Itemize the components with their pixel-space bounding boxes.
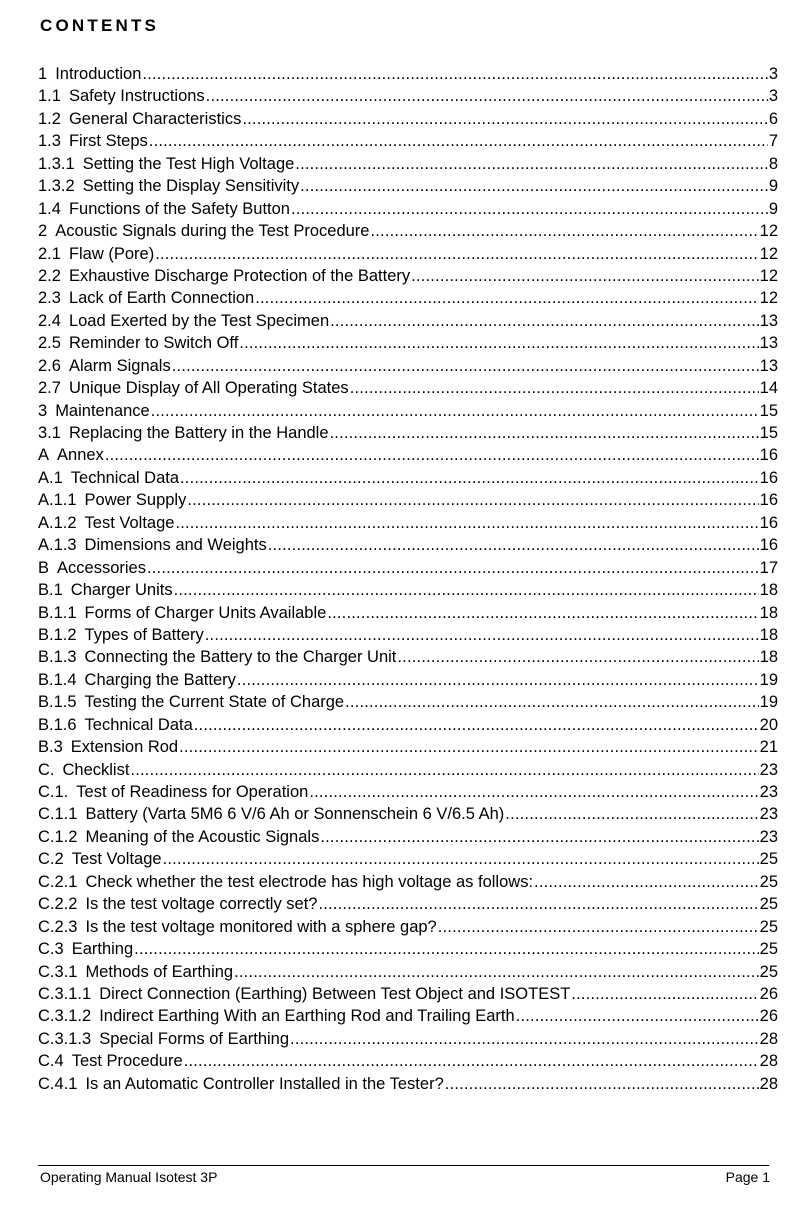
toc-entry[interactable] xyxy=(38,938,778,960)
toc-entry-title: Battery (Varta 5M6 6 V/6 Ah or Sonnenschein 6 V/6.5 Ah) xyxy=(85,805,505,824)
toc-entry[interactable] xyxy=(38,198,778,220)
toc-dot-leader xyxy=(179,736,759,758)
toc-entry-title: Dimensions and Weights xyxy=(84,536,267,555)
toc-dot-leader xyxy=(234,961,759,983)
toc-entry-page: 25 xyxy=(759,962,778,981)
toc-entry-page: 12 xyxy=(759,266,778,285)
toc-entry[interactable] xyxy=(38,265,778,287)
toc-entry-title: Is the test voltage monitored with a sphere gap? xyxy=(85,917,437,936)
toc-entry-title: Checklist xyxy=(62,760,130,779)
toc-entry-page: 23 xyxy=(759,760,778,779)
toc-entry-title: Functions of the Safety Button xyxy=(68,199,290,218)
toc-dot-leader xyxy=(187,489,758,511)
toc-entry-number: B.1 xyxy=(38,581,63,600)
toc-dot-leader xyxy=(330,310,759,332)
toc-entry-title: Exhaustive Discharge Protection of the Battery xyxy=(68,266,411,285)
toc-entry-title: Unique Display of All Operating States xyxy=(68,379,349,398)
toc-entry[interactable] xyxy=(38,691,778,713)
toc-dot-leader xyxy=(255,287,758,309)
toc-entry-number: 2.7 xyxy=(38,379,61,398)
toc-entry[interactable] xyxy=(38,108,778,130)
toc-dot-leader xyxy=(206,85,768,107)
toc-dot-leader xyxy=(151,400,759,422)
toc-entry-page: 16 xyxy=(759,491,778,510)
toc-dot-leader xyxy=(268,534,759,556)
toc-entry[interactable] xyxy=(38,1005,778,1027)
toc-entry[interactable] xyxy=(38,893,778,915)
toc-entry-number: 1.3 xyxy=(38,132,61,151)
toc-entry-number: B xyxy=(38,558,50,577)
toc-entry[interactable] xyxy=(38,714,778,736)
toc-entry[interactable] xyxy=(38,1028,778,1050)
toc-entry[interactable] xyxy=(38,646,778,668)
toc-entry-number: 3.1 xyxy=(38,424,61,442)
toc-entry-page: 13 xyxy=(759,356,778,375)
toc-entry-page: 3 xyxy=(768,87,778,106)
toc-entry-title: Technical Data xyxy=(84,715,193,734)
toc-entry-title: Connecting the Battery to the Charger Unit xyxy=(84,648,397,667)
toc-entry[interactable] xyxy=(38,512,778,534)
toc-entry-title: Test Voltage xyxy=(84,513,175,532)
toc-entry-title: Setting the Display Sensitivity xyxy=(82,177,300,196)
toc-dot-leader xyxy=(516,1005,759,1027)
toc-entry-title: Forms of Charger Units Available xyxy=(84,603,327,622)
toc-entry-title: Types of Battery xyxy=(84,625,204,644)
toc-entry-number: C.2.3 xyxy=(38,917,78,936)
toc-entry[interactable] xyxy=(38,489,778,511)
toc-entry-number: C.1.1 xyxy=(38,805,78,824)
toc-entry-number: C.4.1 xyxy=(38,1074,78,1093)
toc-entry-number: B.3 xyxy=(38,738,63,757)
toc-entry-page: 12 xyxy=(759,289,778,308)
toc-entry-page: 25 xyxy=(759,940,778,959)
toc-entry-page: 8 xyxy=(768,154,778,173)
toc-entry-number: C.3.1.3 xyxy=(38,1029,92,1048)
toc-entry[interactable] xyxy=(38,130,778,152)
toc-entry-page: 16 xyxy=(759,536,778,555)
toc-entry-number: 1 xyxy=(38,65,48,83)
toc-dot-leader xyxy=(445,1073,759,1095)
footer-divider xyxy=(38,1165,769,1166)
toc-entry-page: 17 xyxy=(759,558,778,577)
toc-entry-title: Flaw (Pore) xyxy=(68,244,155,263)
toc-entry-page: 20 xyxy=(759,715,778,734)
toc-entry[interactable] xyxy=(38,444,778,466)
toc-dot-leader xyxy=(438,916,759,938)
toc-entry-number: C.2 xyxy=(38,850,64,869)
toc-dot-leader xyxy=(172,355,759,377)
toc-entry-page: 13 xyxy=(759,311,778,330)
toc-entry-number: 1.2 xyxy=(38,109,61,128)
toc-entry[interactable] xyxy=(38,983,778,1005)
toc-entry-title: Reminder to Switch Off xyxy=(68,334,239,353)
toc-entry-number: A.1.3 xyxy=(38,536,77,555)
toc-entry[interactable] xyxy=(38,781,778,803)
toc-dot-leader xyxy=(184,1050,759,1072)
toc-dot-leader xyxy=(411,265,759,287)
toc-dot-leader xyxy=(571,983,758,1005)
toc-entry-number: A xyxy=(38,446,50,465)
toc-entry-page: 9 xyxy=(768,177,778,196)
toc-entry-page: 26 xyxy=(759,984,778,1003)
toc-entry-title: Extension Rod xyxy=(70,738,179,757)
toc-entry-title: Load Exerted by the Test Specimen xyxy=(68,311,330,330)
toc-entry-title: Test Procedure xyxy=(71,1052,183,1071)
toc-entry-title: Safety Instructions xyxy=(68,87,205,106)
toc-entry-title: Is the test voltage correctly set? xyxy=(85,895,318,914)
toc-entry[interactable] xyxy=(38,579,778,601)
toc-entry-number: B.1.5 xyxy=(38,693,77,712)
toc-entry-title: First Steps xyxy=(68,132,148,151)
toc-entry-number: B.1.2 xyxy=(38,625,77,644)
toc-entry-title: Replacing the Battery in the Handle xyxy=(68,424,329,442)
toc-entry-page: 18 xyxy=(759,581,778,600)
toc-dot-leader xyxy=(327,602,758,624)
toc-entry[interactable] xyxy=(38,557,778,579)
toc-entry[interactable] xyxy=(38,63,778,85)
toc-entry-title: Setting the Test High Voltage xyxy=(82,154,295,173)
toc-entry-number: C.2.1 xyxy=(38,872,78,891)
toc-entry-page: 25 xyxy=(759,872,778,891)
toc-entry-page: 19 xyxy=(759,693,778,712)
toc-entry[interactable] xyxy=(38,85,778,107)
toc-entry-number: C.1.2 xyxy=(38,827,78,846)
toc-dot-leader xyxy=(134,938,758,960)
toc-entry-number: B.1.6 xyxy=(38,715,77,734)
toc-entry[interactable] xyxy=(38,916,778,938)
toc-entry-title: Test of Readiness for Operation xyxy=(76,783,309,801)
toc-dot-leader xyxy=(345,691,759,713)
toc-entry-title: Earthing xyxy=(71,940,134,959)
toc-entry-number: 2.6 xyxy=(38,356,61,375)
toc-dot-leader xyxy=(155,243,758,265)
toc-entry[interactable] xyxy=(38,220,778,242)
toc-entry-title: Accessories xyxy=(57,558,146,577)
toc-entry[interactable] xyxy=(38,400,778,422)
toc-entry-title: Lack of Earth Connection xyxy=(68,289,255,308)
toc-entry-page: 26 xyxy=(759,1007,778,1026)
toc-entry-number: C.3.1.2 xyxy=(38,1007,92,1026)
toc-entry-number: 2.4 xyxy=(38,311,61,330)
toc-entry-number: 2.2 xyxy=(38,266,61,285)
toc-entry-page: 21 xyxy=(759,738,778,757)
toc-dot-leader xyxy=(505,803,758,825)
toc-dot-leader xyxy=(290,1028,759,1050)
toc-dot-leader xyxy=(397,646,758,668)
toc-entry[interactable] xyxy=(38,669,778,691)
toc-entry[interactable] xyxy=(38,961,778,983)
toc-dot-leader xyxy=(175,512,758,534)
toc-dot-leader xyxy=(239,332,758,354)
toc-entry-title: Annex xyxy=(57,446,104,465)
toc-entry-title: Power Supply xyxy=(84,491,187,510)
toc-entry-number: A.1.2 xyxy=(38,513,77,532)
toc-dot-leader xyxy=(180,467,759,489)
toc-entry[interactable] xyxy=(38,467,778,489)
page-title: CONTENTS xyxy=(40,16,160,35)
toc-entry[interactable] xyxy=(38,332,778,354)
footer-page-number: Page 1 xyxy=(725,1169,770,1185)
toc-dot-leader xyxy=(300,175,768,197)
table-of-contents xyxy=(38,63,778,1095)
toc-entry-number: 1.1 xyxy=(38,87,61,106)
toc-entry-title: Is an Automatic Controller Installed in the Tester? xyxy=(85,1074,444,1093)
toc-entry-page: 16 xyxy=(759,468,778,487)
toc-entry-page: 6 xyxy=(768,109,778,128)
toc-dot-leader xyxy=(350,377,759,399)
toc-entry[interactable] xyxy=(38,422,778,444)
toc-entry-title: Check whether the test electrode has high voltage as follows: xyxy=(85,872,534,891)
toc-entry[interactable] xyxy=(38,736,778,758)
toc-entry-number: A.1.1 xyxy=(38,491,77,510)
toc-entry-page: 18 xyxy=(759,603,778,622)
toc-entry-number: A.1 xyxy=(38,468,63,487)
toc-entry-title: Alarm Signals xyxy=(68,356,171,375)
toc-entry-title: Indirect Earthing With an Earthing Rod and Trailing Earth xyxy=(99,1007,515,1026)
toc-entry-title: Meaning of the Acoustic Signals xyxy=(85,827,320,846)
toc-entry[interactable] xyxy=(38,534,778,556)
toc-entry-title: Technical Data xyxy=(70,468,180,487)
toc-entry-page: 18 xyxy=(759,648,778,667)
toc-entry-title: Introduction xyxy=(55,65,142,83)
toc-dot-leader xyxy=(534,871,759,893)
toc-entry-title: Special Forms of Earthing xyxy=(99,1029,290,1048)
toc-entry[interactable] xyxy=(38,355,778,377)
toc-entry[interactable] xyxy=(38,602,778,624)
toc-entry-page: 14 xyxy=(759,379,778,398)
toc-entry[interactable] xyxy=(38,803,778,825)
toc-entry-number: B.1.3 xyxy=(38,648,77,667)
toc-dot-leader xyxy=(370,220,758,242)
toc-entry[interactable] xyxy=(38,1073,778,1095)
toc-entry[interactable] xyxy=(38,759,778,781)
toc-dot-leader xyxy=(320,826,758,848)
toc-dot-leader xyxy=(130,759,758,781)
toc-dot-leader xyxy=(205,624,759,646)
toc-entry-title: Charger Units xyxy=(70,581,173,600)
toc-entry-number: C.2.2 xyxy=(38,895,78,914)
toc-entry-page: 23 xyxy=(759,805,778,824)
toc-entry[interactable] xyxy=(38,848,778,870)
toc-entry[interactable] xyxy=(38,826,778,848)
toc-entry-page: 3 xyxy=(768,65,778,83)
toc-entry-page: 23 xyxy=(759,827,778,846)
toc-dot-leader xyxy=(291,198,768,220)
toc-dot-leader xyxy=(309,781,758,803)
toc-entry-number: 3 xyxy=(38,401,48,420)
footer-document-title: Operating Manual Isotest 3P xyxy=(40,1169,218,1185)
toc-entry[interactable] xyxy=(38,377,778,399)
toc-entry-number: 1.4 xyxy=(38,199,61,218)
toc-entry-page: 28 xyxy=(759,1052,778,1071)
toc-entry-title: Direct Connection (Earthing) Between Test Object and ISOTEST xyxy=(99,984,571,1003)
toc-entry-number: 2.3 xyxy=(38,289,61,308)
toc-dot-leader xyxy=(242,108,767,130)
toc-entry-page: 25 xyxy=(759,850,778,869)
toc-entry[interactable] xyxy=(38,310,778,332)
toc-entry-title: Test Voltage xyxy=(71,850,162,869)
toc-entry-page: 12 xyxy=(759,222,778,241)
toc-entry-number: C.4 xyxy=(38,1052,64,1071)
toc-dot-leader xyxy=(149,130,768,152)
toc-entry[interactable] xyxy=(38,624,778,646)
toc-dot-leader xyxy=(330,422,759,444)
toc-dot-leader xyxy=(105,444,759,466)
toc-dot-leader xyxy=(194,714,759,736)
toc-entry-number: B.1.1 xyxy=(38,603,77,622)
toc-entry-title: Testing the Current State of Charge xyxy=(84,693,345,712)
toc-entry-page: 19 xyxy=(759,670,778,689)
toc-dot-leader xyxy=(318,893,758,915)
toc-entry-page: 7 xyxy=(768,132,778,151)
toc-entry-number: 2 xyxy=(38,222,48,241)
toc-entry-page: 16 xyxy=(759,446,778,465)
toc-entry-title: Methods of Earthing xyxy=(85,962,234,981)
toc-entry-title: General Characteristics xyxy=(68,109,242,128)
toc-entry-number: 2.5 xyxy=(38,334,61,353)
toc-dot-leader xyxy=(174,579,759,601)
toc-entry-number: C.1. xyxy=(38,783,69,801)
toc-dot-leader xyxy=(142,63,767,85)
toc-entry[interactable] xyxy=(38,243,778,265)
toc-dot-leader xyxy=(163,848,759,870)
toc-entry-number: 1.3.2 xyxy=(38,177,75,196)
toc-entry-page: 9 xyxy=(768,199,778,218)
toc-entry-page: 28 xyxy=(759,1074,778,1093)
toc-entry[interactable] xyxy=(38,287,778,309)
toc-entry-page: 13 xyxy=(759,334,778,353)
toc-entry-page: 12 xyxy=(759,244,778,263)
toc-entry-page: 23 xyxy=(759,783,778,801)
toc-entry-number: C.3.1.1 xyxy=(38,984,92,1003)
toc-entry-page: 15 xyxy=(759,401,778,420)
toc-entry-number: C. xyxy=(38,760,55,779)
toc-entry-page: 16 xyxy=(759,513,778,532)
toc-entry-number: B.1.4 xyxy=(38,670,77,689)
toc-entry-number: 2.1 xyxy=(38,244,61,263)
toc-entry-page: 15 xyxy=(759,424,778,442)
toc-entry-number: C.3 xyxy=(38,940,64,959)
toc-entry-title: Acoustic Signals during the Test Procedure xyxy=(55,222,370,241)
toc-entry-page: 18 xyxy=(759,625,778,644)
toc-entry-page: 28 xyxy=(759,1029,778,1048)
toc-entry-page: 25 xyxy=(759,895,778,914)
toc-entry[interactable] xyxy=(38,153,778,175)
toc-entry[interactable] xyxy=(38,871,778,893)
toc-dot-leader xyxy=(295,153,768,175)
toc-entry-page: 25 xyxy=(759,917,778,936)
toc-dot-leader xyxy=(237,669,759,691)
toc-entry-title: Maintenance xyxy=(55,401,150,420)
toc-entry-title: Charging the Battery xyxy=(84,670,236,689)
toc-dot-leader xyxy=(147,557,759,579)
toc-entry[interactable] xyxy=(38,1050,778,1072)
toc-entry-number: C.3.1 xyxy=(38,962,78,981)
toc-entry[interactable] xyxy=(38,175,778,197)
toc-entry-number: 1.3.1 xyxy=(38,154,75,173)
